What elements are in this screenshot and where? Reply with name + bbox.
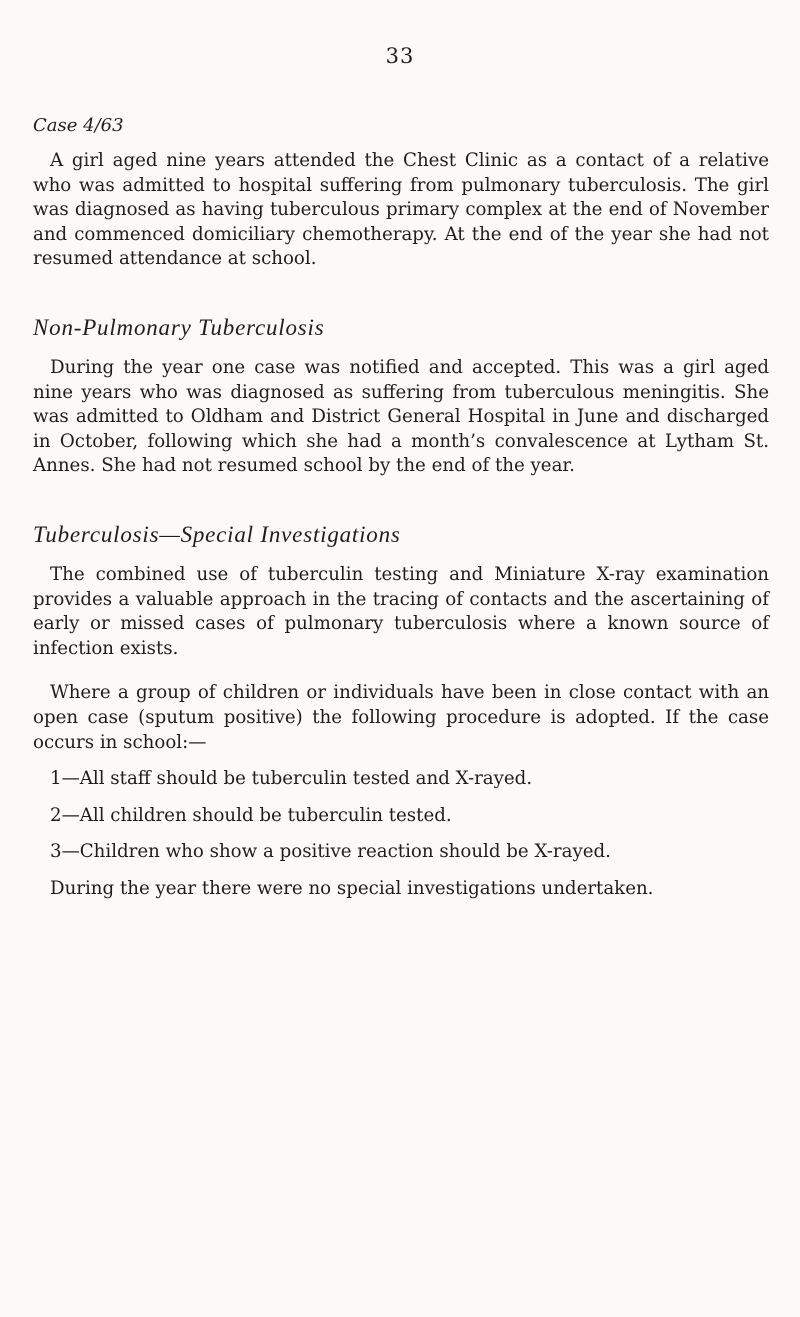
document-body [33,114,769,901]
procedure-item-1: 1—All staff should be tuberculin tested and X-rayed. [50,768,533,790]
case-heading: Case 4/63 [33,115,124,136]
special-investigations-paragraph-1: The combined use of tuberculin testing and Miniature X-ray examination provides a valuable approach in the tracing of contacts and the ascertaining of early or missed cases of pulmonary tuberculosis where a known source of infection exists. [33,563,769,659]
special-investigations-heading: Tuberculosis—Special Investigations [33,521,401,547]
page-number: 33 [385,44,415,68]
special-investigations-paragraph-2: Where a group of children or individuals have been in close contact with an open case (sputum positive) the following procedure is adopted. If the case occurs in school:— [33,682,769,753]
closing-paragraph: During the year there were no special investigations undertaken. [50,877,654,899]
procedure-list [33,767,769,865]
non-pulmonary-heading: Non-Pulmonary Tuberculosis [33,314,325,340]
procedure-item-2: 2—All children should be tuberculin tested. [50,804,452,826]
procedure-item-3: 3—Children who show a positive reaction should be X-rayed. [50,841,611,863]
non-pulmonary-paragraph: During the year one case was notified and accepted. This was a girl aged nine years who was diagnosed as suffering from tuberculous meningitis. She was admitted to Oldham and District General Hospital in June and discharged in October, following which she had a month’s convalescence at Lytham St. Annes. She had not resumed school by the end of the year. [33,356,769,477]
case-paragraph: A girl aged nine years attended the Chest Clinic as a contact of a relative who was admitted to hospital suffering from pulmonary tuberculosis. The girl was diagnosed as having tuberculous primary complex at the end of November and commenced domiciliary chemotherapy. At the end of the year she had not resumed attendance at school. [33,150,769,270]
